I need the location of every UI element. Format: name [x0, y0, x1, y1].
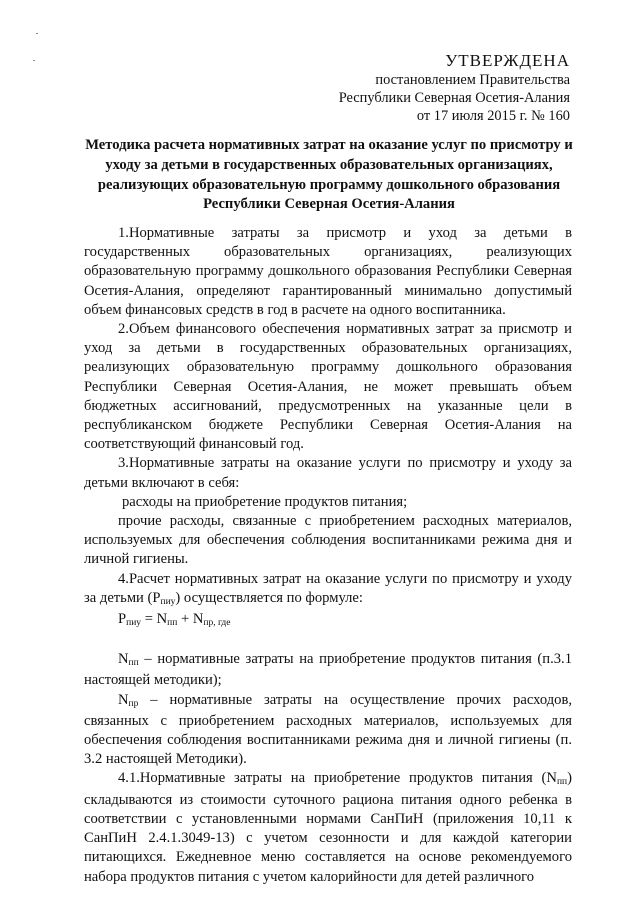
approved-line-2: Республики Северная Осетия-Алания	[338, 90, 570, 106]
definition-2	[84, 691, 572, 770]
paragraph-3: 3.Нормативные затраты на оказание услуги по присмотру и уходу за детьми включают в себя:	[84, 455, 572, 491]
formula-plus: + N	[177, 611, 204, 628]
definition-1-text: – нормативные затраты на приобретение продуктов питания (п.3.1 настоящей методики);	[84, 651, 572, 689]
document-body	[84, 224, 572, 887]
approved-line-1: постановлением Правительства	[375, 72, 570, 88]
paragraph-4-subscript: пиу	[160, 596, 176, 607]
formula-eq: = N	[141, 611, 168, 628]
formula-p-subscript: пиу	[126, 618, 142, 629]
approval-block	[339, 52, 570, 125]
formula-p: P	[118, 611, 127, 628]
definition-2-text: – нормативные затраты на осуществление прочих расходов, связанных с приобретением расходных материалов, используемых для обеспечения соблюдения воспитанниками режима дня и личной гигиены (п. 3.2 настоящей Методики).	[84, 691, 572, 768]
document-title: Методика расчета нормативных затрат на оказание услуг по присмотру и уходу за детьми в государственных образовательных организациях, реализующих образовательную программу дошкольного образования Республики Северная Осетия-Алания	[85, 137, 573, 213]
formula-n1-subscript: пп	[167, 618, 178, 629]
paragraph-4-text: 4.Расчет нормативных затрат на оказание услуги по присмотру и уходу за детьми (P	[84, 570, 572, 606]
definition-2-subscript: пр	[128, 698, 139, 709]
paragraph-3-item-2: прочие расходы, связанные с приобретением расходных материалов, используемых для обеспечения соблюдения воспитанниками режима дня и личной гигиены.	[84, 513, 572, 568]
paragraph-1: 1.Нормативные затраты за присмотр и уход за детьми в государственных образовательных организациях, реализующих образовательную программу дошкольного образования Республики Северная Осетия-Алания, определяют гарантированный минимально допустимый объем финансовых средств в год в расчете на одного воспитанника.	[84, 225, 572, 318]
definition-2-symbol: N	[118, 691, 129, 708]
approved-heading: УТВЕРЖДЕНА	[445, 51, 570, 70]
paragraph-4-end: ) осуществляется по формуле:	[175, 589, 363, 606]
definition-1-subscript: пп	[128, 658, 139, 669]
scan-speck	[36, 33, 38, 34]
paragraph-4-1	[84, 769, 572, 886]
formula-n2-subscript: пр, где	[203, 618, 231, 629]
approved-line-3: от 17 июля 2015 г. № 160	[416, 108, 570, 124]
paragraph-3-item-1: расходы на приобретение продуктов питания;	[122, 493, 408, 510]
definition-1	[84, 650, 572, 690]
paragraph-2: 2.Объем финансового обеспечения нормативных затрат за присмотр и уход за детьми в государственных образовательных организациях, реализующих образовательную программу дошкольного образования Республики Северная Осетия-Алания, не может превышать объем бюджетных ассигнований, предусмотренных на указанные цели в республиканском бюджете Республики Северная Осетия-Алания на соответствующий финансовый год.	[84, 321, 572, 453]
paragraph-4-1-subscript: пп	[556, 777, 568, 788]
paragraph-4	[84, 570, 572, 610]
scan-speck	[33, 60, 35, 61]
formula	[84, 610, 572, 631]
paragraph-4-1-start: 4.1.Нормативные затраты на приобретение продуктов питания (N	[118, 770, 557, 787]
paragraph-4-1-rest: ) складываются из стоимости суточного рациона питания одного ребенка в соответствии с установленными нормами СанПиН (приложения 10,11 к СанПиН 2.4.1.3049-13) с учетом сезонности и для каждой категории питающихся. Ежедневное меню составляется на основе рекомендуемого набора продуктов питания с учетом калорийности для детей различного	[84, 770, 572, 885]
definition-1-symbol: N	[118, 651, 129, 668]
